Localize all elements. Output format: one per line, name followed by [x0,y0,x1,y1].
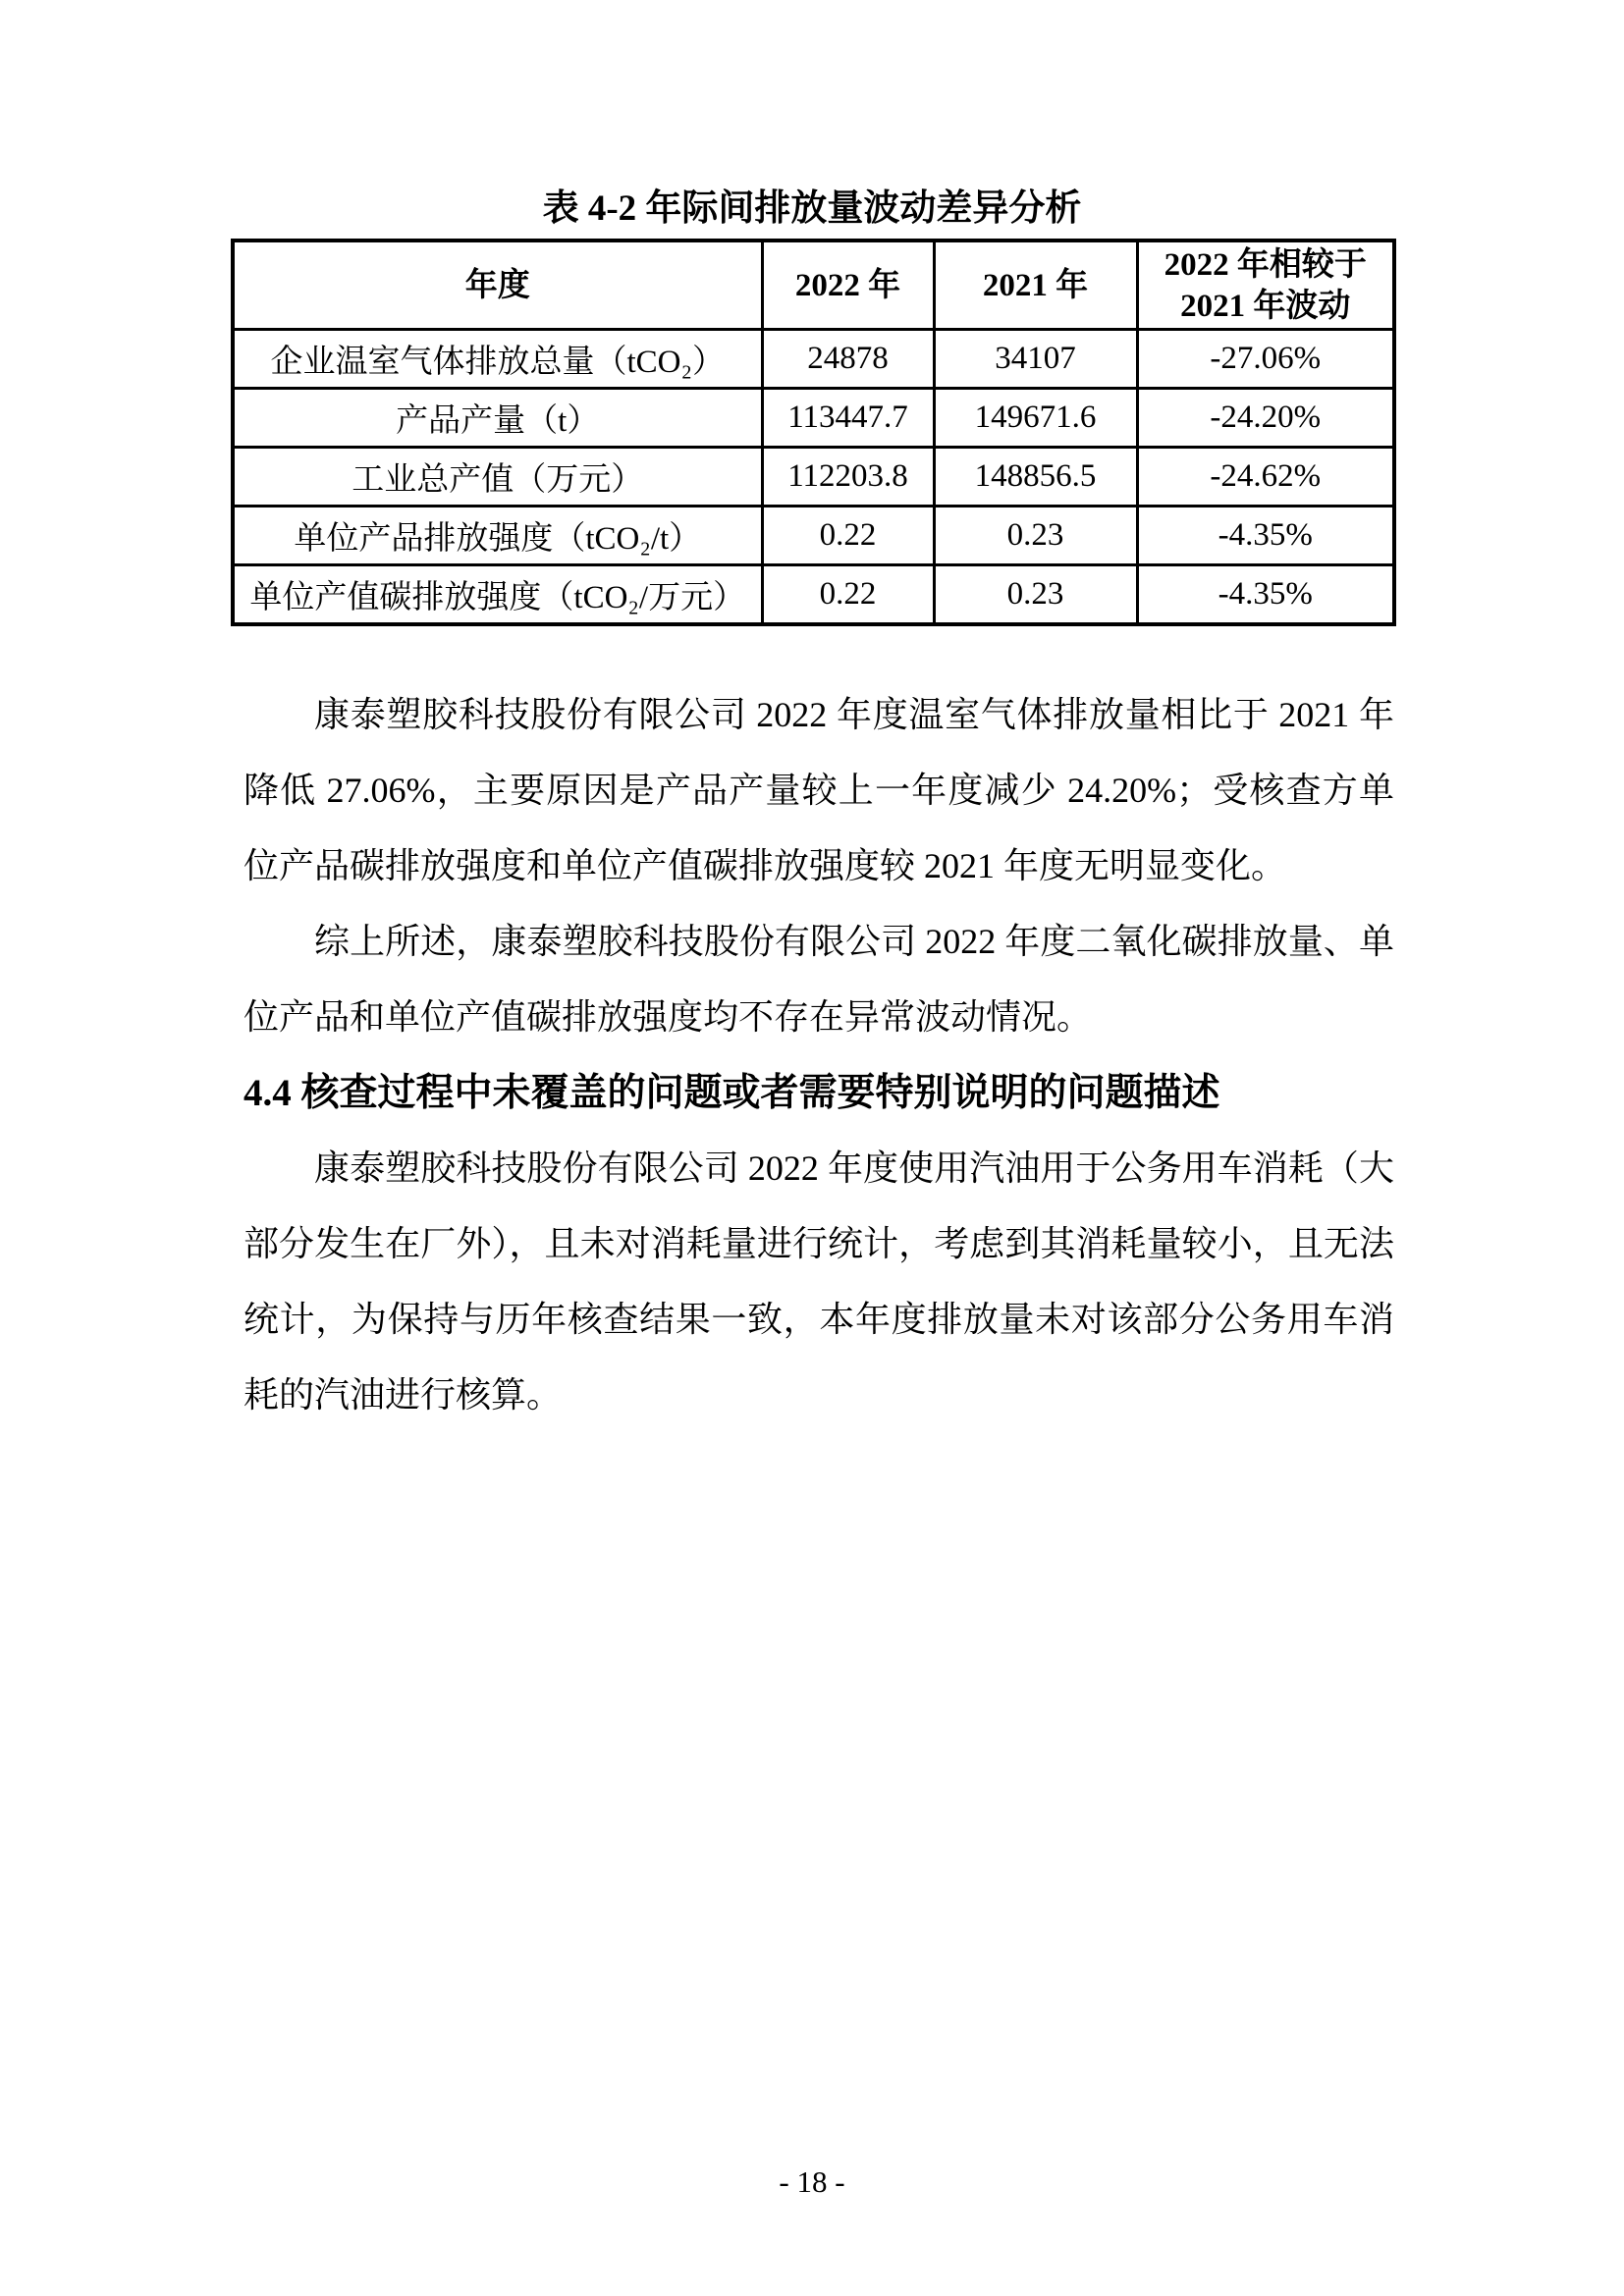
table-row [233,448,1394,507]
value-change: -24.20% [1137,389,1394,448]
value-2021: 149671.6 [934,389,1137,448]
value-2022: 0.22 [762,565,934,625]
section-heading-4-4: 4.4 核查过程中未覆盖的问题或者需要特别说明的问题描述 [244,1072,1220,1114]
value-change: -24.62% [1137,448,1394,507]
table-header-row [233,240,1394,330]
body-text-block [244,677,1394,1433]
value-2022: 0.22 [762,507,934,565]
col-header-change: 2022 年相较于 2021 年波动 [1137,240,1394,330]
value-2022: 113447.7 [762,389,934,448]
value-2021: 34107 [934,330,1137,389]
row-label: 产品产量（t） [233,389,762,448]
row-label: 单位产品排放强度（tCO₂/t） [233,507,762,565]
table-row [233,389,1394,448]
table-row [233,330,1394,389]
table-caption: 表 4-2 年际间排放量波动差异分析 [542,188,1082,229]
emissions-fluctuation-table [231,239,1396,626]
table-row [233,507,1394,565]
paragraph-conclusion: 综上所述，康泰塑胶科技股份有限公司 2022 年度二氧化碳排放量、单位产品和单位产值碳排放强度均不存在异常波动情况。 [244,922,1394,1037]
row-label: 单位产值碳排放强度（tCO₂/万元） [233,565,762,625]
value-change: -27.06% [1137,330,1394,389]
col-header-2022: 2022 年 [762,240,934,330]
paragraph-emission-comparison: 康泰塑胶科技股份有限公司 2022 年度温室气体排放量相比于 2021 年降低 27.06%，主要原因是产品产量较上一年度减少 24.20%；受核查方单位产品碳排放强度和单位产值碳排放强度较 2021 年度无明显变化。 [244,695,1394,885]
table-row [233,565,1394,625]
value-change: -4.35% [1137,565,1394,625]
value-2021: 0.23 [934,507,1137,565]
value-2021: 148856.5 [934,448,1137,507]
value-2021: 0.23 [934,565,1137,625]
col-header-indicator: 年度 [233,240,762,330]
row-label: 企业温室气体排放总量（tCO₂） [233,330,762,389]
value-change: -4.35% [1137,507,1394,565]
row-label: 工业总产值（万元） [233,448,762,507]
paragraph-gasoline-note: 康泰塑胶科技股份有限公司 2022 年度使用汽油用于公务用车消耗（大部分发生在厂外），且未对消耗量进行统计，考虑到其消耗量较小，且无法统计，为保持与历年核查结果一致，本年度排放量未对该部分公务用车消耗的汽油进行核算。 [244,1148,1394,1415]
value-2022: 24878 [762,330,934,389]
value-2022: 112203.8 [762,448,934,507]
page-number: - 18 - [779,2164,845,2199]
col-header-2021: 2021 年 [934,240,1137,330]
